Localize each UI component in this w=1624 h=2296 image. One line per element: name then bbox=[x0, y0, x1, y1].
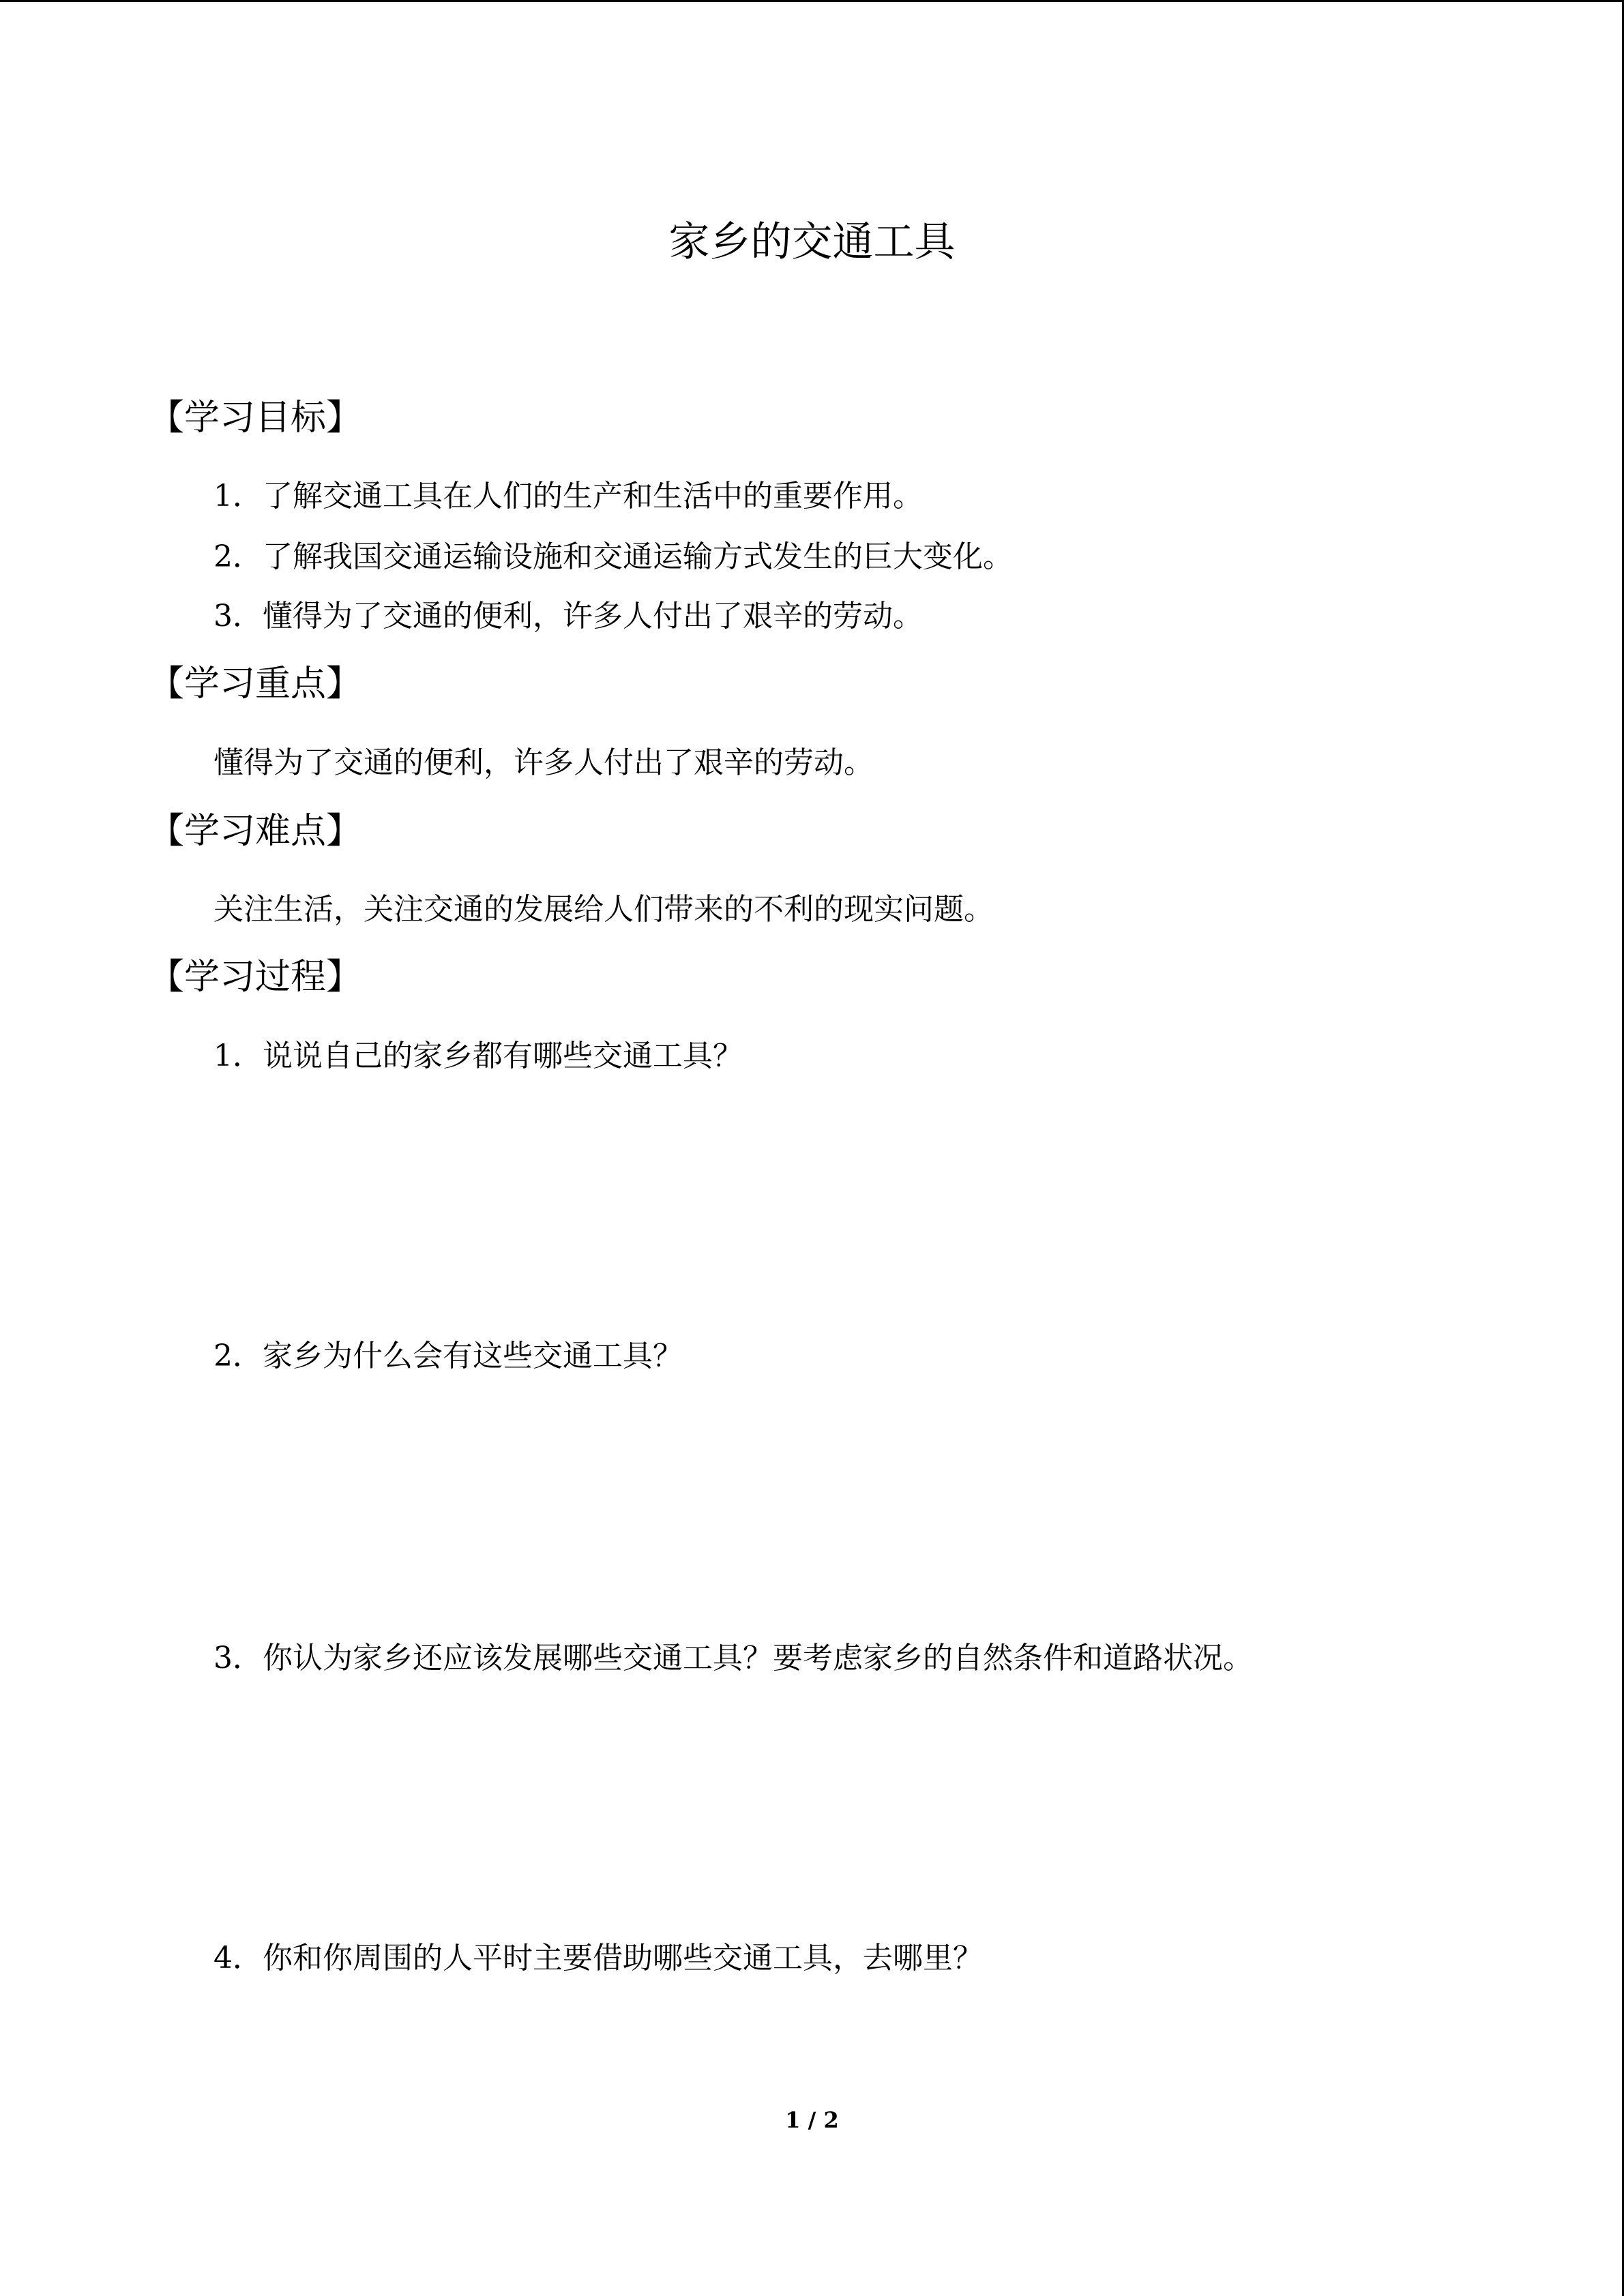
objective-item-2: 2．了解我国交通运输设施和交通运输方式发生的巨大变化。 bbox=[213, 539, 1013, 574]
key-points-text: 懂得为了交通的便利，许多人付出了艰辛的劳动。 bbox=[213, 745, 874, 780]
process-question-4: 4．你和你周围的人平时主要借助哪些交通工具，去哪里？ bbox=[213, 1941, 983, 1976]
page-number: 1 / 2 bbox=[785, 2107, 839, 2133]
objective-item-3: 3．懂得为了交通的便利，许多人付出了艰辛的劳动。 bbox=[213, 599, 923, 633]
key-points-heading: 【学习重点】 bbox=[149, 664, 362, 704]
document-title: 家乡的交通工具 bbox=[668, 218, 956, 266]
process-question-1: 1．说说自己的家乡都有哪些交通工具？ bbox=[213, 1039, 743, 1073]
process-question-3: 3．你认为家乡还应该发展哪些交通工具？要考虑家乡的自然条件和道路状况。 bbox=[213, 1641, 1253, 1675]
process-question-2: 2．家乡为什么会有这些交通工具？ bbox=[213, 1339, 683, 1373]
objective-item-1: 1．了解交通工具在人们的生产和生活中的重要作用。 bbox=[213, 479, 923, 513]
difficulties-heading: 【学习难点】 bbox=[149, 811, 362, 852]
process-heading: 【学习过程】 bbox=[149, 957, 362, 998]
objectives-heading: 【学习目标】 bbox=[149, 398, 362, 438]
difficulties-text: 关注生活，关注交通的发展给人们带来的不利的现实问题。 bbox=[213, 892, 994, 927]
